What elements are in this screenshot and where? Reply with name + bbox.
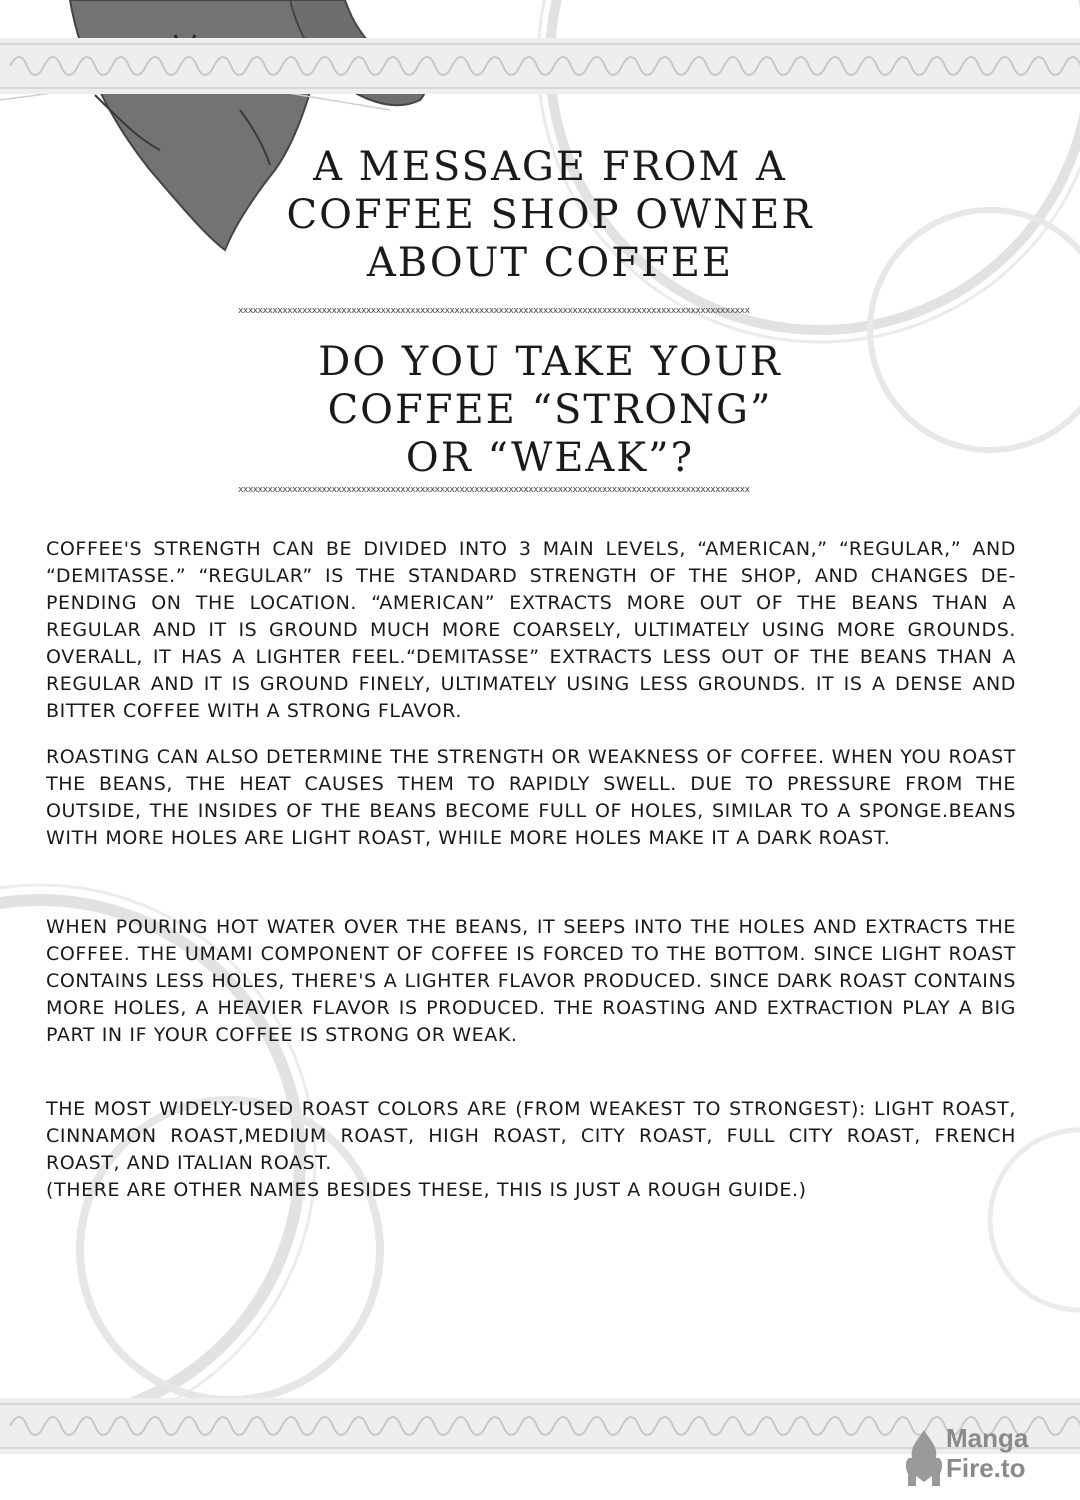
ornament-swirl [758,1417,792,1435]
ornament-swirl [486,1417,520,1435]
ornament-swirl [214,1417,248,1435]
ornament-swirl [384,57,418,75]
ornament-swirl [928,57,962,75]
ornament-swirl [248,57,282,75]
ornament-swirl [894,57,928,75]
ornament-swirl [996,57,1030,75]
ornament-swirl [792,1417,826,1435]
ornament-swirl [1064,57,1080,75]
ornament-swirl [350,57,384,75]
ornament-swirl [758,57,792,75]
ornament-swirl [10,57,44,75]
ornament-swirl [588,1417,622,1435]
ornament-swirl [418,1417,452,1435]
ornament-swirl [690,57,724,75]
ornament-swirl [248,1417,282,1435]
ornament-swirl [826,1417,860,1435]
ornament-swirl [78,1417,112,1435]
ornament-swirl [10,1417,44,1435]
ornament-swirl [1030,57,1064,75]
ornament-swirl [554,57,588,75]
ornament-swirl [112,57,146,75]
ornament-swirl [316,57,350,75]
ornament-swirl [724,1417,758,1435]
ornament-swirl [214,57,248,75]
ornament-swirl [690,1417,724,1435]
ornament-swirl [860,1417,894,1435]
ornament-swirl [146,57,180,75]
ornament-swirl [622,57,656,75]
ornament-swirl [656,57,690,75]
watermark-line-1: Manga [946,1423,1029,1453]
ornament-swirl [180,57,214,75]
ornament-swirl [554,1417,588,1435]
ornament-swirl [656,1417,690,1435]
ornament-swirl [452,1417,486,1435]
ornament-swirl [520,1417,554,1435]
paragraph-roasting: ROASTING CAN ALSO DETERMINE THE STRENGTH OR WEAKNESS OF COFFEE. WHEN YOU ROAST THE BEANS, THE HEAT CAUSES THEM TO RAPIDLY SWELL. DUE TO PRESSURE FROM THE OUTSIDE, THE INSIDES OF THE BEANS BECOME FULL OF HOLES, SIMILAR TO A SPONGE.BEANS WITH MORE HOLES ARE LIGHT ROAST, WHILE MORE HOLES MAKE IT A DARK ROAST. [46,746,1016,849]
ornament-swirl [860,57,894,75]
ornament-swirl [282,57,316,75]
ornament-swirl [792,57,826,75]
ornament-swirl [486,57,520,75]
ornament-swirl [282,1417,316,1435]
top-border-band [0,38,1080,94]
page-title: A MESSAGE FROM A COFFEE SHOP OWNER ABOUT COFFEE [286,144,814,286]
ornament-swirl [180,1417,214,1435]
ornament-pattern [0,38,1080,94]
ornament-swirl [384,1417,418,1435]
ornament-swirl [724,57,758,75]
ornament-swirl [44,1417,78,1435]
paragraph-extraction: WHEN POURING HOT WATER OVER THE BEANS, IT SEEPS INTO THE HOLES AND EXTRACTS THE COFFEE. THE UMAMI COMPONENT OF COFFEE IS FORCED TO THE BOTTOM. SINCE LIGHT ROAST CONTAINS LESS HOLES, THERE'S A LIGHTER FLAVOR PRODUCED. SINCE DARK ROAST CONTAINS MORE HOLES, A HEAVIER FLAVOR IS PRODUCED. THE ROASTING AND EXTRACTION PLAY A BIG PART IN IF YOUR COFFEE IS STRONG OR WEAK. [46,916,1016,1046]
ornament-swirl [350,1417,384,1435]
ornament-swirl [520,57,554,75]
site-watermark [902,1418,1072,1494]
watermark-line-2: Fire.to [946,1453,1026,1483]
ornament-swirl [826,57,860,75]
title-divider: xxxxxxxxxxxxxxxxxxxxxxxxxxxxxxxxxxxxxxxxxxxxxxxxxxxxxxxxxxxxxxxxxxxxxxxxxxxxxxxxxxxxxxxxxxxxxxxxxxxxxxxx [238,306,750,316]
heading-divider: xxxxxxxxxxxxxxxxxxxxxxxxxxxxxxxxxxxxxxxxxxxxxxxxxxxxxxxxxxxxxxxxxxxxxxxxxxxxxxxxxxxxxxxxxxxxxxxxxxxxxxxx [238,485,750,495]
ornament-swirl [146,1417,180,1435]
ornament-swirl [622,1417,656,1435]
ornament-swirl [316,1417,350,1435]
paragraph-roast-colors: THE MOST WIDELY-USED ROAST COLORS ARE (FROM WEAKEST TO STRONGEST): LIGHT ROAST, CINNAMON ROAST,MEDIUM ROAST, HIGH ROAST, CITY ROAST, FULL CITY ROAST, FRENCH ROAST, AND ITALIAN ROAST. (THERE ARE OTHER NAMES BESIDES THESE, THIS IS JUST A ROUGH GUIDE.) [46,1098,1016,1201]
section-heading: DO YOU TAKE YOUR COFFEE “STRONG” OR “WEAK”? [318,339,782,481]
flame-logo-icon [902,1426,946,1490]
ornament-swirl [588,57,622,75]
ornament-swirl [962,57,996,75]
ornament-swirl [44,57,78,75]
ornament-swirl [112,1417,146,1435]
paragraph-strength-levels: COFFEE'S STRENGTH CAN BE DIVIDED INTO 3 MAIN LEVELS, “AMERICAN,” “REGULAR,” AND “DEMITASSE.” “REGULAR” IS THE STANDARD STRENGTH OF THE SHOP, AND CHANGES DE-PENDING ON THE LOCATION. “AMERICAN” EXTRACTS MORE OUT OF THE BEANS THAN A REGULAR AND IT IS GROUND MUCH MORE COARSELY, ULTIMATELY USING MORE GROUNDS. OVERALL, IT HAS A LIGHTER FEEL.“DEMITASSE” EXTRACTS LESS OUT OF THE BEANS THAN A REGULAR AND IT IS GROUND FINELY, ULTIMATELY USING LESS GROUNDS. IT IS A DENSE AND BITTER COFFEE WITH A STRONG FLAVOR. [46,538,1016,722]
ornament-swirl [452,57,486,75]
ornament-swirl [78,57,112,75]
ornament-swirl [418,57,452,75]
